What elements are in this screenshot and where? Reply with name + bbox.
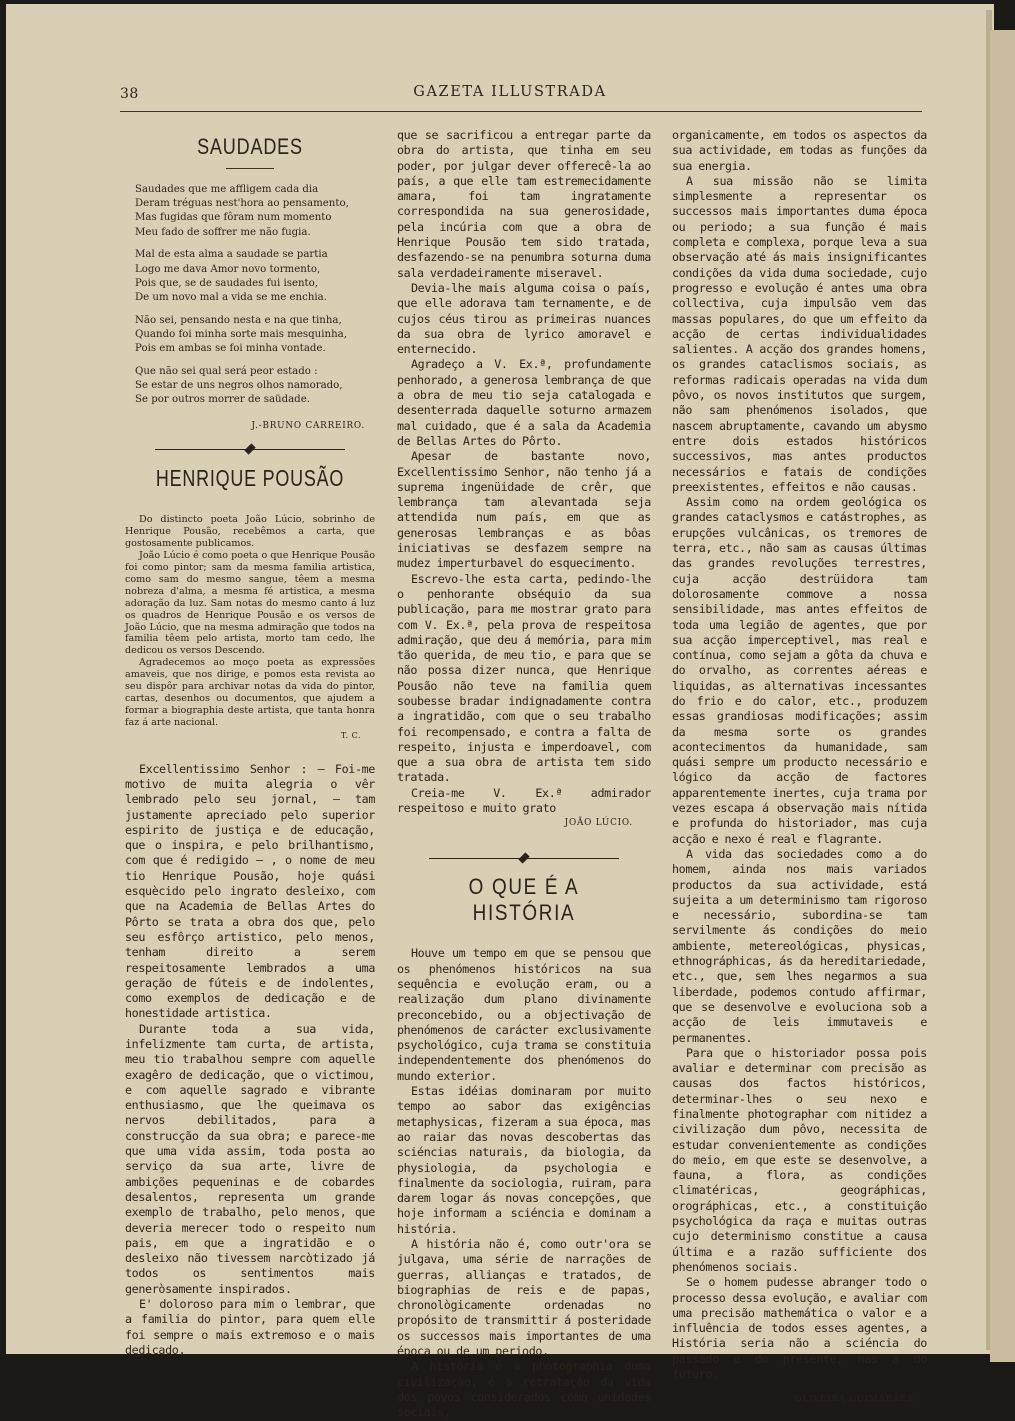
poem-line: Pois que, se de saudades fui isento, [135,277,319,289]
article-title-historia: O QUE É A HISTÓRIA [468,874,580,926]
letter-paragraph: Apesar de bastante novo, Excellentissimo Senhor, não tenho já a suprema ingenüidade de crêr, que lembrança tam alevantada seja attendida num país, em que as generosas lembranças e as bôas iniciativas se desfazem sempre na mudez imperturbavel do esquecimento. [397,449,651,571]
poem-line: Logo me dava Amor novo tormento, [135,263,321,275]
poem-line: Saudades que me affligem cada dia [135,184,319,195]
letter-paragraph: Devia-lhe mais alguma coisa o país, que elle adorava tam ternamente, e de cujos céus tirou as primeiras nuances da sua obra de lyrico amoravel e enternecido. [397,280,651,357]
letter-signature: JOÃO LÚCIO. [564,818,633,829]
historia-paragraph: A vida das sociedades como a do homem, ainda nos mais variados productos da sua actividade, está sujeita a um determinismo tam rigoroso e necessário, subordina-se tam servilmente ás condições do meio ambiente, metereológicas, physicas, ethnográphicas, ás da hereditariedade, etc., que, sem lhes negarmos a sua liberdade, podemos contudo affirmar, que se desenvolve e evoluciona sob a acção de leis immutaveis e permanentes. [672,846,927,1045]
poem-line: Que não sei qual será peor estado : [135,365,318,377]
historia-paragraph: Para que o historiador possa pois avaliar e determinar com precisão as causas dos factos históricos, determinar-lhes o seu nexo e finalmente photographar com nitidez a civilização dum pôvo, necessita de estudar convenientemente as condições do meio, em que este se desenvolve, a fauna, a flora, as condições climatéricas, geográphicas, orográphicas, etc., a constituição psychológica da raça e muitas outras cujo determinismo constitue a causa última e a razão sufficiente dos phenómenos sociais. [672,1045,927,1274]
intro-paragraph: Agradecemos ao moço poeta as expressões amaveis, que nos dirige, e pomos esta revista ao seu dispôr para archivar notas da vida do pintor, cartas, desenhos ou documentos, que ajudem a formar a biographia deste artista, que tanta honra faz á arte nacional. [125,657,375,728]
intro-paragraph: João Lúcio é como poeta o que Henrique Pousão foi como pintor; sam da mesma familia artistica, como sam do mesmo sangue, têem a mesma nobreza d'alma, a mesma fé artistica, a mesma adoração da luz. Sam notas do mesmo canto á luz os quadros de Henrique Pousão e os versos de João Lúcio, que na mesma admiração que todos na familia têem pelo artista, morto tam cedo, lhe dedicou os versos Descendo. [125,550,375,657]
historia-paragraph: organicamente, em todos os aspectos da sua actividade, em todas as funções da sua energia. [672,128,927,173]
ornamental-divider [125,445,375,455]
historia-paragraph: A história é a photographia duma civilização, é a retratação da vida dos povos considerados como unidades sociais, [397,1359,651,1420]
poem-line: Mal de esta alma a saudade se partia [135,249,328,261]
letter-paragraph: Agradeço a V. Ex.ª, profundamente penhorado, a generosa lembrança de que a obra de meu tio seja catalogada e desenterrada daquelle soturno armazem mal cuidado, que é a sala da Academia de Bellas Artes do Pôrto. [397,357,651,448]
ornamental-divider [397,854,651,864]
historia-paragraph: Assim como na ordem geológica os grandes cataclysmos e catástrophes, as erupções vulcânicas, os tremores de terra, etc., não sam as causas últimas das grandes revoluções terrestres, cuja acção destrüidora tam dolorosamente commove a nossa sensibilidade, mas antes effeitos de toda uma legião de agentes, que por sua acção imperceptivel, mas real e contínua, como sejam a gôta da chuva e do orvalho, as correntes aéreas e liquidas, as alternativas incessantes do frio e do calor, etc., produzem essas grandiosas modificações; assim da mesma sorte os grandes acontecimentos da humanidade, sam quási sempre um producto necessário e lógico da acção de factores apparentemente inertes, cuja trama por vezes escapa á observação mais nítida e profunda do historiador, mas cuja acção e nexo é real e flagrante. [672,495,927,846]
letter-paragraph: que se sacrificou a entregar parte da obra do artista, que tinha em seu poder, por julgar dever offerecê-la ao país, a que elle tam estremecidamente amara, foi tam ingratamente correspondida na sua generosidade, pela incúria com que a obra de Henrique Pousão tem sido tratada, desfazendo-se na penumbra soturna duma sala verdadeiramente miseravel. [397,128,651,280]
letter-paragraph: Creia-me V. Ex.ª admirador respeitoso e muito grato [397,785,651,816]
historia-paragraph: A sua missão não se limita simplesmente a representar os successos mais importantes duma época ou periodo; a sua função é mais completa e complexa, porque leva a sua observação até ás mais insignificantes condições da vida duma sociedade, cujo progresso e evolução é antes uma obra collectiva, cuja impulsão vem das massas populares, do que um effeito da acção de certas individualidades salientes. A acção dos grandes homens, os grandes cataclismos sociais, as reformas radicais operadas na vida dum pôvo, os novos institutos que surgem, não sam phenómenos isolados, que nascem abruptamente, cavando um abysmo entre dois estados históricos successivos, mas antes productos necessários e fatais de condições preexistentes, effeitos e não causas. [672,173,927,494]
poem-stanza [135,365,375,408]
next-page-edge [990,30,1015,1362]
letter-paragraph: E' doloroso para mim o lembrar, que a familia do pintor, para quem elle foi sempre o mais extremoso e o mais dedicado, [125,1297,375,1357]
historia-body-part1 [397,946,651,1420]
intro-paragraph: Do distincto poeta João Lúcio, sobrinho de Henrique Pousão, recebêmos a carta, que gostosamente publicamos. [125,514,375,550]
page-number: 38 [120,86,139,102]
historia-paragraph: A história não é, como outr'ora se julgava, uma série de narrações de guerras, allianças e tratados, de biographias de reis e de papas, chronològicamente ordenadas no propósito de transmittir á posteridade os successos mais importantes de uma época ou de um periodo. [397,1237,651,1359]
editor-initials: T. C. [340,730,361,740]
editor-intro [125,514,375,728]
header-rule [120,111,922,112]
poem-line: Pois em ambas se foi minha vontade. [135,343,326,355]
poem-line: Se estar de uns negros olhos namorado, [135,379,343,391]
poem-stanza [135,248,375,305]
letter-body-part1 [125,762,375,1359]
column-3 [672,128,927,1404]
column-1 [125,128,375,1358]
title-rule [226,168,274,169]
poem-body [135,183,375,407]
poem-stanza [135,314,375,357]
historia-body-part2 [672,128,927,1382]
column-2 [397,128,651,1421]
historia-paragraph: Se o homem pudesse abranger todo o processo dessa evolução, e avaliar com uma precisão mathemática o valor e a influência de todos esses agentes, a História seria não a sciéncia do passado e do presente, mas a do futuro. [672,1275,927,1382]
letter-paragraph: Excellentissimo Senhor : — Foi-me motivo de muita alegria o vêr lembrado pelo seu jornal, — tam justamente apreciado pelo superior espirito de justiça e de educação, que o inspira, e pelo brilhantismo, com que é redigido — , o nome de meu tio Henrique Pousão, hoje quási esquècido pelo ingrato desleixo, com que na Academia de Bellas Artes do Pôrto se trata a obra dos que, pelo seu esfôrço artistico, pelo menos, tenham direito a serem respeitosamente lembrados a uma geração de fúteis e de indolentes, como exemplos de dedicação e de honestidade artistica. [125,761,375,1021]
poem-title: SAUDADES [197,134,303,159]
letter-body-part2 [397,128,651,816]
letter-paragraph: Escrevo-lhe esta carta, pedindo-lhe o penhorante obséquio da sua publicação, para me mostrar grato para com V. Ex.ª, pela prova de respeitosa admiração, que deu á memória, para mim tão querida, de meu tio, e para que se não possa dizer nunca, que Henrique Pousão não teve na familia quem soubesse bradar indignadamente contra a ingratidão, com que o seu trabalho foi recompensado, e contra a falta de respeito, injusta e imperdoavel, com que a sua obra de artista tem sido tratada. [397,571,651,785]
historia-paragraph: Houve um tempo em que se pensou que os phenómenos históricos na sua sequência e evolução eram, ou a realização dum plano divinamente preconcebido, ou a objectivação de phenómenos de carácter exclusivamente psychológico, cuja trama se constituia independentemente dos phenómenos do mundo exterior. [397,946,651,1083]
poem-line: Quando foi minha sorte mais mesquinha, [135,328,347,340]
poem-signature: J.-BRUNO CARREIRO. [251,421,365,432]
poem-line: De um novo mal a vida se me enchia. [135,291,327,303]
poem-line: Se por outros morrer de saüdade. [135,394,310,406]
letter-paragraph: Durante toda a sua vida, infelizmente tam curta, de artista, meu tio trabalhou sempre com aquelle exagêro de dedicação, que o victimou, e com aquelle sagrado e vibrante enthusiasmo, que lhe queimava os nervos debilitados, para a construcção da sua obra; e parece-me que uma vida assim, toda posta ao serviço da sua arte, livre de ambições pequeninas e de cobardes desalentos, representa um grande exemplo de trabalho, pelo menos, que deveria merecer todo o respeito num pais, em que a ingratidão e o desleixo não tivessem narcòtizado já todos os sentimentos mais generòsamente inspirados. [125,1021,375,1296]
poem-line: Deram tréguas nest'hora ao pensamento, [135,198,349,210]
poem-line: Não sei, pensando nesta e na que tinha, [135,314,342,326]
historia-signature: OLIVEIRA GUIMARÃES. [794,1394,917,1405]
poem-line: Meu fado de soffrer me não fugia. [135,226,311,238]
poem-stanza [135,183,375,240]
historia-paragraph: Estas idéias dominaram por muito tempo ao sabor das exigências metaphysicas, fizeram a sua época, mas ao raiar das novas descobertas das sciéncias naturais, da biologia, da physiologia, da psychologia e finalmente da sociologia, ruiram, para darem logar ás novas concepções, que hoje informam a sciéncia e dominam a história. [397,1084,651,1236]
poem-line: Mas fugidas que fôram num momento [135,212,332,224]
newspaper-title: GAZETA ILLUSTRADA [413,84,607,100]
article-title-pousao: HENRIQUE POUSÃO [155,465,345,492]
